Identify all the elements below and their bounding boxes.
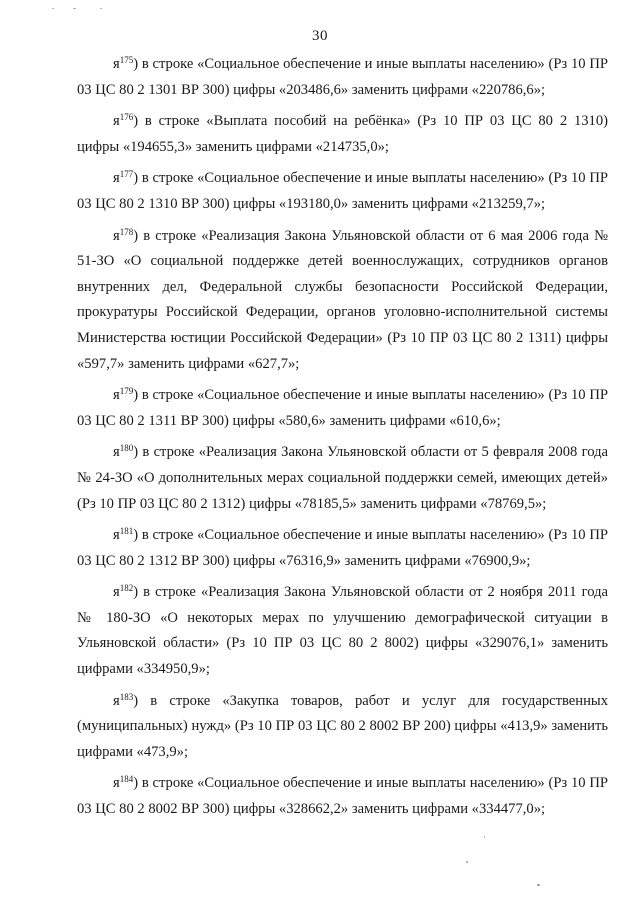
item-number: 175 — [119, 55, 134, 65]
paragraph-text: ) в строке «Социальное обеспечение и иные выплаты населению» (Рз 10 ПР 03 ЦС 80 2 1311 ВР 300) цифры «580,6» заменить цифрами «610,6»; — [77, 387, 608, 429]
amendment-paragraph — [77, 523, 608, 574]
scan-speck — [100, 8, 102, 9]
item-marker: я — [113, 527, 120, 544]
paragraph-text: ) в строке «Выплата пособий на ребёнка» (Рз 10 ПР 03 ЦС 80 2 1310) цифры «194655,3» заменить цифрами «214735,0»; — [77, 113, 608, 155]
item-marker: я — [113, 444, 120, 461]
page-number: 30 — [312, 28, 328, 44]
paragraph-text: ) в строке «Реализация Закона Ульяновской области от 6 мая 2006 года № 51-ЗО «О социальной поддержке детей военнослужащих, сотрудников органов внутренних дел, Федеральной службы безопасности Российской Федерации, прокуратуры Российской Федерации, органов уголовно-исполнительной системы Министерства юстиции Российской Федерации» (Рз 10 ПР 03 ЦС 80 2 1311) цифры «597,7» заменить цифрами «627,7»; — [77, 227, 608, 372]
scan-speck — [73, 8, 76, 9]
item-marker: я — [113, 692, 120, 709]
item-marker: я — [113, 387, 120, 404]
item-marker: я — [113, 775, 120, 792]
amendment-paragraph — [77, 689, 608, 766]
document-body — [77, 52, 608, 829]
item-marker: я — [113, 227, 120, 244]
amendment-paragraph — [77, 440, 608, 517]
item-number: 180 — [119, 443, 134, 454]
item-number: 183 — [119, 691, 134, 702]
item-marker: я — [113, 170, 120, 187]
item-number: 177 — [119, 169, 134, 180]
item-number: 179 — [119, 386, 134, 397]
paragraph-text: ) в строке «Социальное обеспечение и иные выплаты населению» (Рз 10 ПР 03 ЦС 80 2 8002 ВР 300) цифры «328662,2» заменить цифрами «334477,0»; — [77, 775, 608, 818]
item-marker: я — [113, 584, 120, 601]
scan-speck — [537, 884, 540, 886]
scan-speck — [466, 861, 468, 863]
item-marker: я — [113, 56, 120, 72]
item-number: 181 — [119, 526, 134, 537]
paragraph-text: ) в строке «Закупка товаров, работ и услуг для государственных (муниципальных) нужд» (Рз 10 ПР 03 ЦС 80 2 8002 ВР 200) цифры «413,9» заменить цифрами «473,9»; — [77, 692, 608, 760]
item-marker: я — [113, 113, 120, 130]
paragraph-text: ) в строке «Реализация Закона Ульяновской области от 2 ноября 2011 года № 180-ЗО «О некоторых мерах по улучшению демографической ситуации в Ульяновской области» (Рз 10 ПР 03 ЦС 80 2 8002) цифры «329076,1» заменить цифрами «334950,9»; — [77, 584, 608, 678]
scan-speck — [484, 836, 485, 838]
paragraph-text: ) в строке «Социальное обеспечение и иные выплаты населению» (Рз 10 ПР 03 ЦС 80 2 1312 ВР 300) цифры «76316,9» заменить цифрами «76900,9»; — [77, 527, 608, 569]
amendment-paragraph — [77, 771, 608, 822]
amendment-paragraph — [77, 109, 608, 160]
paragraph-text: ) в строке «Социальное обеспечение и иные выплаты населению» (Рз 10 ПР 03 ЦС 80 2 1310 ВР 300) цифры «193180,0» заменить цифрами «213259,7»; — [77, 170, 608, 212]
item-number: 178 — [119, 226, 134, 237]
amendment-paragraph — [77, 383, 608, 434]
item-number: 182 — [119, 583, 134, 594]
paragraph-text: ) в строке «Социальное обеспечение и иные выплаты населению» (Рз 10 ПР 03 ЦС 80 2 1301 ВР 300) цифры «203486,6» заменить цифрами «220786,6»; — [77, 56, 608, 98]
scan-speck — [52, 8, 54, 9]
item-number: 176 — [119, 112, 134, 123]
item-number: 184 — [119, 774, 134, 785]
amendment-paragraph — [77, 224, 608, 378]
amendment-paragraph — [77, 52, 608, 103]
paragraph-text: ) в строке «Реализация Закона Ульяновской области от 5 февраля 2008 года № 24-ЗО «О дополнительных мерах социальной поддержки семей, имеющих детей» (Рз 10 ПР 03 ЦС 80 2 1312) цифры «78185,5» заменить цифрами «78769,5»; — [77, 444, 608, 512]
amendment-paragraph — [77, 580, 608, 682]
amendment-paragraph — [77, 166, 608, 217]
